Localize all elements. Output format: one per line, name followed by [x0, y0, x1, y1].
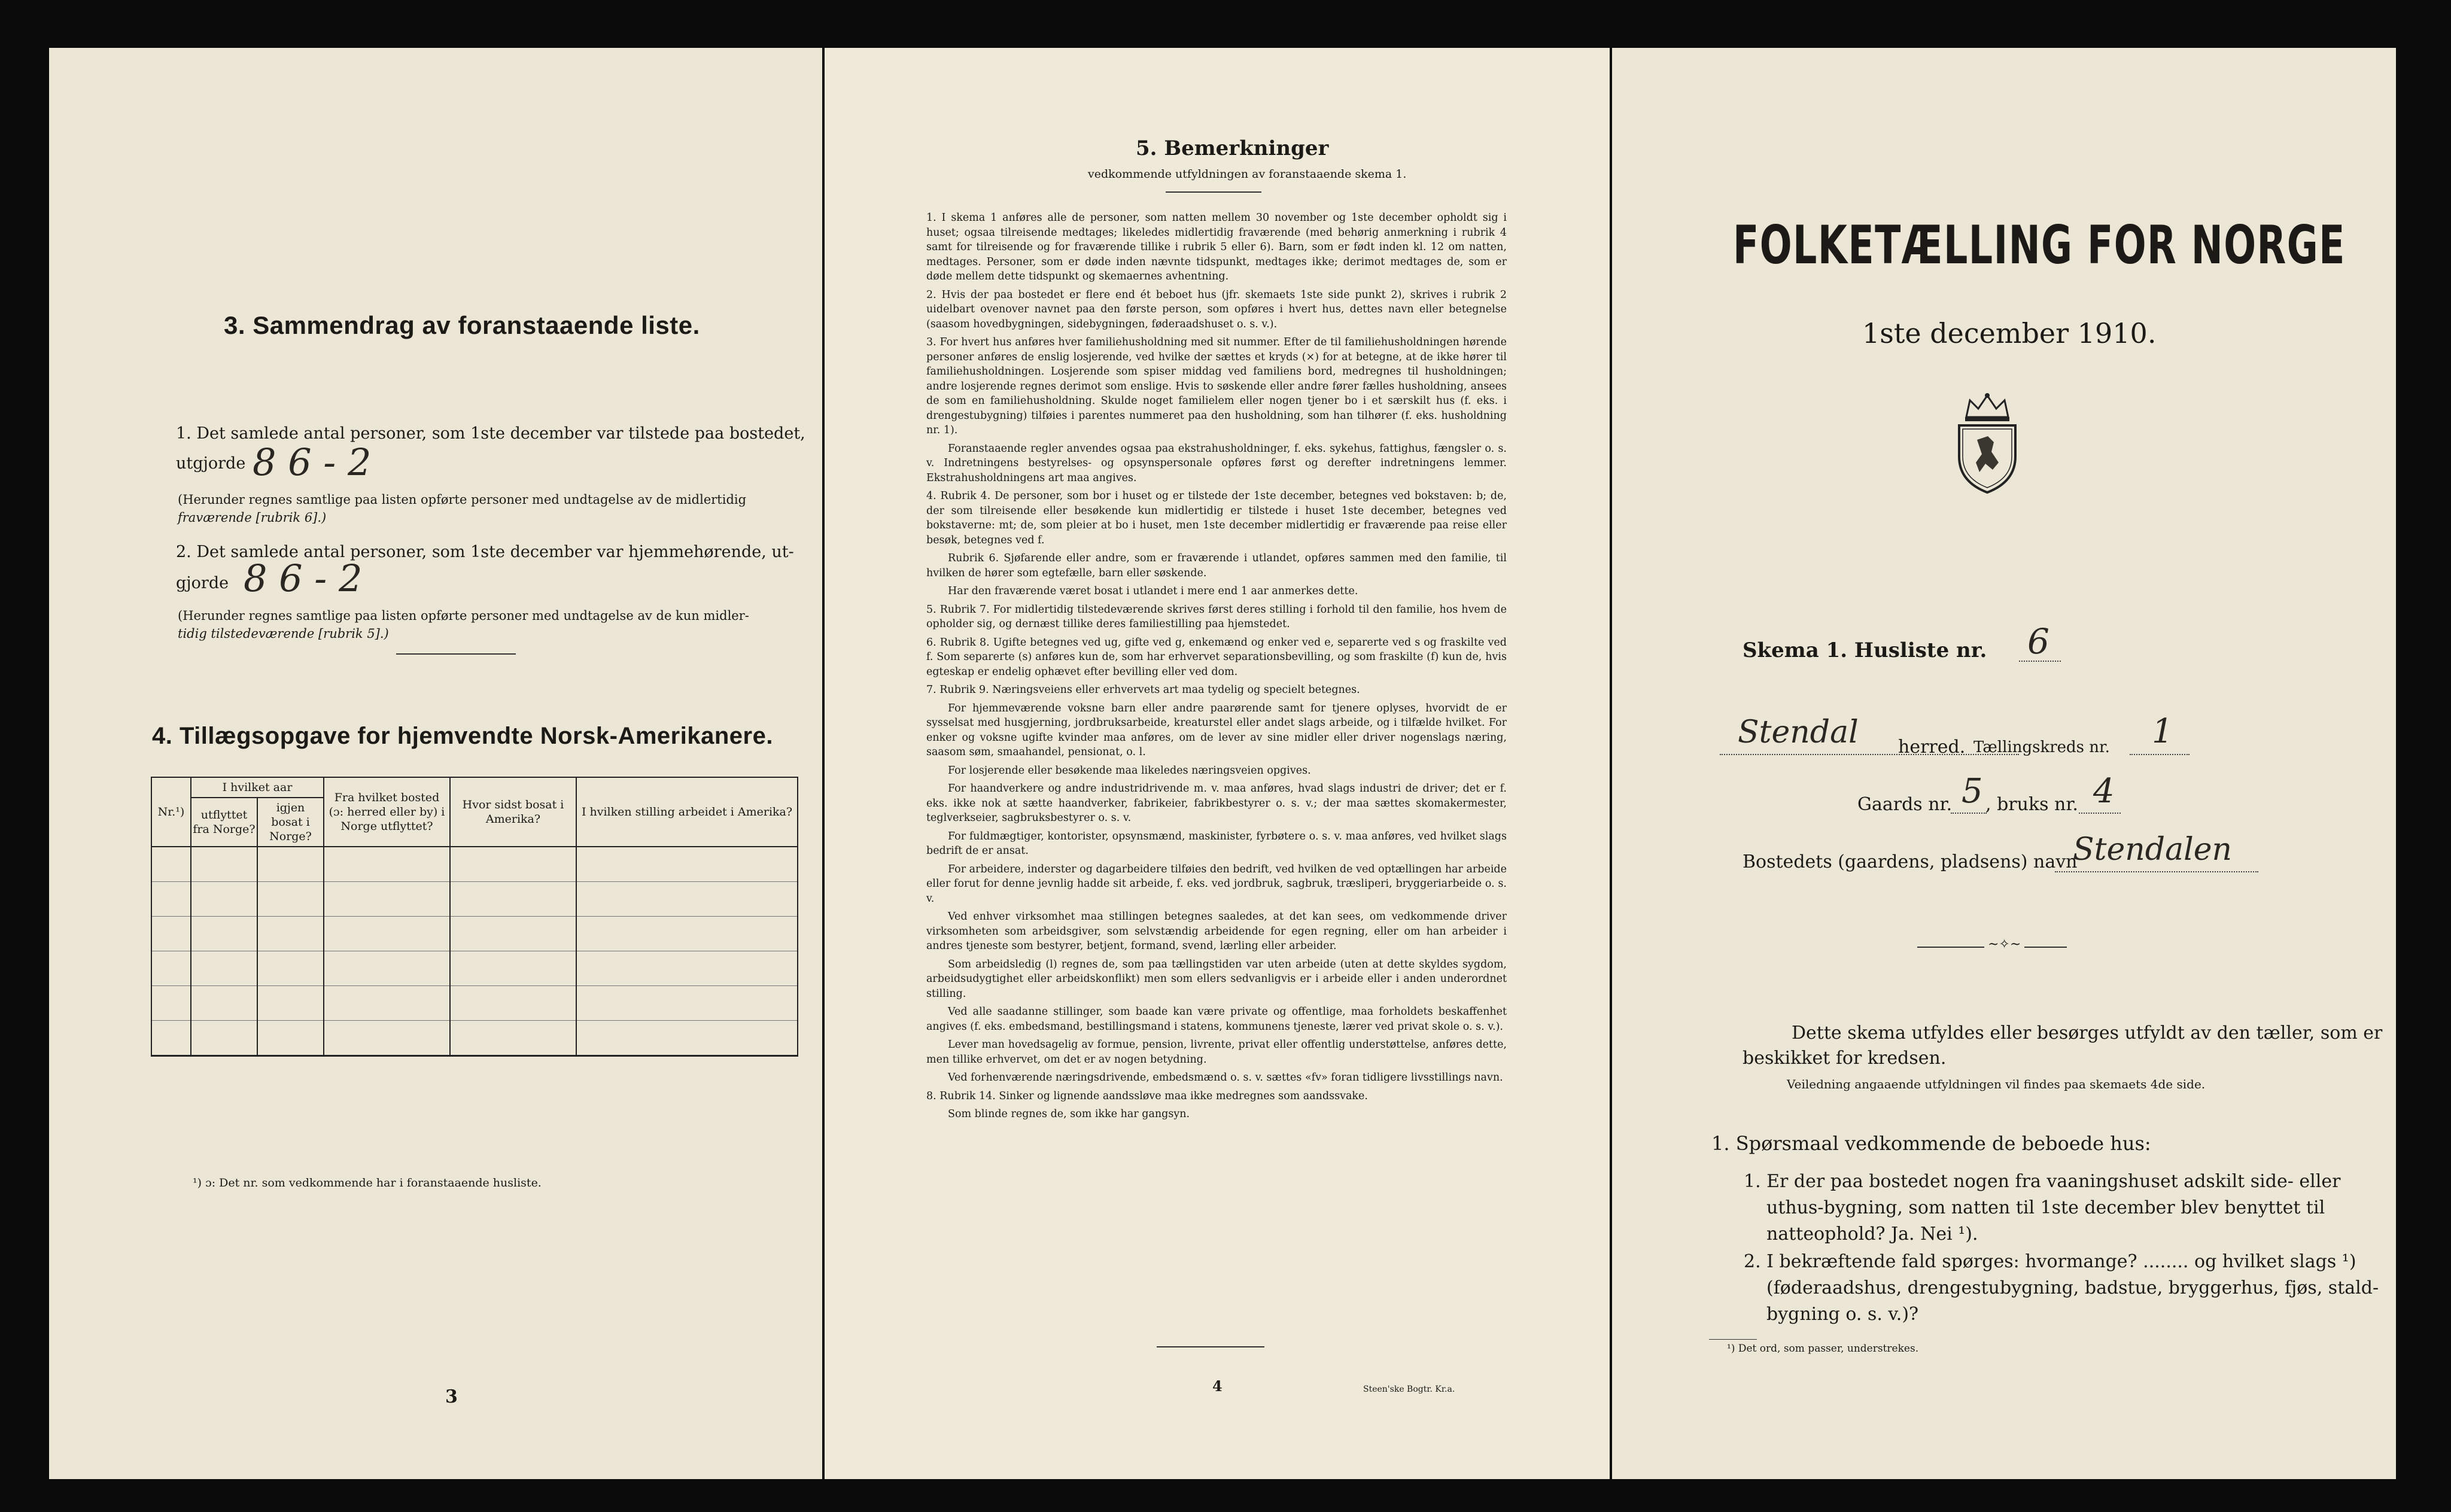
remark-paragraph: For losjerende eller besøkende maa likeledes næringsveien opgives. — [948, 764, 1311, 777]
table-row — [151, 917, 798, 951]
table-cell — [576, 882, 798, 917]
remark-paragraph: Lever man hovedsagelig av formue, pension, livrente, privat eller offentlig understøttelse, anføres dette, men tillike erhvervet, om det er av nogen betydning. — [926, 1039, 1507, 1066]
section3-item2-label: gjorde — [176, 574, 229, 592]
table-row — [151, 986, 798, 1021]
question1-line-a: 1. Er der paa bostedet nogen fra vaaningshuset adskilt side- eller — [1744, 1171, 2341, 1192]
herred-label: herred. — [1898, 737, 1966, 757]
gaards-label: Gaards nr. — [1857, 794, 1953, 815]
section3-title: 3. Sammendrag av foranstaaende liste. — [224, 311, 700, 339]
bruks-label: , bruks nr. — [1985, 794, 2078, 815]
question2-line-c: bygning o. s. v.)? — [1766, 1304, 1919, 1325]
table-cell — [257, 847, 324, 882]
table-cell — [257, 882, 324, 917]
col-stilling: I hvilken stilling arbeidet i Amerika? — [576, 777, 798, 847]
table-cell — [324, 986, 450, 1021]
remark-paragraph: Foranstaaende regler anvendes ogsaa paa ekstrahusholdninger, f. eks. sykehus, fattighus, fængsler o. s. v. Indretningens bestyrelses- og opsynspersonale opføres først og derefter indretningens lemmer. Ekstrahusholdningens art maa angives. — [926, 442, 1507, 484]
col-nr: Nr.¹) — [151, 777, 191, 847]
bosted-label: Bostedets (gaardens, pladsens) navn — [1743, 851, 2078, 872]
remarks-title: 5. Bemerkninger — [1136, 136, 1329, 160]
col-igjen: igjen bosat i Norge? — [257, 798, 324, 847]
remark-paragraph: Rubrik 6. Sjøfarende eller andre, som er fraværende i utlandet, opføres sammen med den familie, til hvilken de hører som egtefælle, barn eller søskende. — [926, 552, 1507, 579]
table-cell — [576, 847, 798, 882]
divider — [1157, 1346, 1264, 1347]
table-row — [151, 882, 798, 917]
table-cell — [191, 1021, 257, 1056]
question1-line-c: natteophold? Ja. Nei ¹). — [1766, 1224, 1978, 1245]
table-cell — [324, 847, 450, 882]
remark-paragraph: 5. Rubrik 7. For midlertidig tilstedeværende skrives først deres stilling i forhold til den familie, hos hvem de opholder sig, og dernæst tillike deres familiestilling paa hjemstedet. — [926, 603, 1507, 630]
table-cell — [191, 986, 257, 1021]
table-cell — [324, 882, 450, 917]
questions-header: 1. Spørsmaal vedkommende de beboede hus: — [1711, 1132, 2151, 1155]
bruks-value: 4 — [2093, 772, 2115, 811]
col-utflyttet: utflyttet fra Norge? — [191, 798, 257, 847]
page3-footnote: ¹) Det ord, som passer, understrekes. — [1727, 1343, 1919, 1355]
page-number: 4 — [1212, 1377, 1223, 1395]
table-cell — [450, 986, 576, 1021]
bosted-value: Stendalen — [2073, 832, 2232, 868]
col-fra-bosted: Fra hvilket bosted (ɔ: herred eller by) i Norge utflyttet? — [324, 777, 450, 847]
bruks-field — [2079, 813, 2121, 814]
veiledning-note: Veiledning angaaende utfyldningen vil findes paa skemaets 4de side. — [1787, 1077, 2206, 1091]
col-hvilket-aar: I hvilket aar — [191, 777, 324, 798]
table-cell — [324, 1021, 450, 1056]
table-cell — [576, 951, 798, 986]
table-cell — [450, 951, 576, 986]
table-cell — [576, 986, 798, 1021]
table-cell — [450, 917, 576, 951]
section3-item2-note-b: tidig tilstedeværende [rubrik 5].) — [178, 626, 389, 641]
table-cell — [576, 917, 798, 951]
table-cell — [151, 847, 191, 882]
remark-paragraph: 7. Rubrik 9. Næringsveiens eller erhvervets art maa tydelig og specielt betegnes. — [926, 684, 1360, 696]
remark-paragraph: Ved enhver virksomhet maa stillingen betegnes saaledes, at det kan sees, om vedkommende driver virksomheten som arbeidsgiver, som selvstændig arbeidende for egen regning, eller om han arbeider i andres tjeneste som bestyrer, betjent, formand, svend, lærling eller arbeider. — [926, 911, 1507, 952]
right-page — [1612, 48, 2396, 1479]
kreds-label: Tællingskreds nr. — [1973, 738, 2110, 756]
husliste-nr-value: 6 — [2027, 621, 2049, 662]
question1-line-b: uthus-bygning, som natten til 1ste december blev benyttet til — [1766, 1197, 2325, 1218]
section3-item2-note-a: (Herunder regnes samtlige paa listen opførte personer med undtagelse av de kun midler- — [178, 609, 749, 623]
table-cell — [257, 917, 324, 951]
table-cell — [257, 951, 324, 986]
table-cell — [151, 1021, 191, 1056]
section3-item2: 2. Det samlede antal personer, som 1ste december var hjemmehørende, ut- — [176, 543, 794, 561]
table-row — [151, 1021, 798, 1056]
col-sidst-bosat: Hvor sidst bosat i Amerika? — [450, 777, 576, 847]
census-date: 1ste december 1910. — [1862, 317, 2157, 349]
table-cell — [151, 986, 191, 1021]
remarks-subtitle: vedkommende utfyldningen av foranstaaende skema 1. — [1088, 168, 1407, 181]
table-cell — [151, 951, 191, 986]
section3-item2-value: 8 6 - 2 — [244, 556, 363, 600]
table-cell — [151, 917, 191, 951]
norsk-amerikanere-table — [151, 777, 798, 1057]
remark-paragraph: For haandverkere og andre industridrivende m. v. maa anføres, hvad slags industri de driver; det er f. eks. ikke nok at sætte haandverker, fabrikeier, fabrikbestyrer o. s. v.; der maa sættes skomakermester, teglverkseier, sagbruksbestyrer o. s. v. — [926, 783, 1507, 824]
table-cell — [191, 917, 257, 951]
ornament-icon: ~✧~ — [1984, 937, 2024, 952]
census-title: FOLKETÆLLING FOR NORGE — [1733, 214, 2346, 276]
remark-paragraph: Som arbeidsledig (l) regnes de, som paa tællingstiden var uten arbeide (uten at dette skyldes sygdom, arbeidsudygtighet eller arbeidskonflikt) men som ellers sedvanligvis er i arbeide eller i anden underordnet stilling. — [926, 958, 1507, 1000]
remark-paragraph: 3. For hvert hus anføres hver familiehusholdning med sit nummer. Efter de til familiehusholdningen hørende personer anføres de enslig losjerende, ved hvilke der sættes et kryds (×) for at betegne, at de ikke hører til familiehusholdningen. Losjerende som spiser middag ved familiens bord, medregnes til husholdningen; andre losjerende regnes derimot som enslige. Hvis to søskende eller andre fører fælles husholdning, ansees de som en familiehusholdning. Skulde noget familielem eller nogen tjener bo i et særskilt hus (f. eks. i drengestubygning) tilføies i parentes nummeret paa den husholdning, som han tilhører (f. eks. husholdning nr. 1). — [926, 336, 1507, 436]
schema-label: Skema 1. Husliste nr. — [1743, 638, 1987, 662]
question2-line-a: 2. I bekræftende fald spørges: hvormange? ........ og hvilket slags ¹) — [1744, 1251, 2356, 1272]
section3-item1-note-b: fraværende [rubrik 6].) — [178, 510, 327, 525]
table-cell — [324, 917, 450, 951]
remark-paragraph: Har den fraværende været bosat i utlandet i mere end 1 aar anmerkes dette. — [948, 585, 1358, 597]
table-cell — [450, 1021, 576, 1056]
bosted-field — [2055, 871, 2258, 872]
coat-of-arms-icon — [1951, 392, 2024, 495]
remark-paragraph: For fuldmægtiger, kontorister, opsynsmænd, maskinister, fyrbøtere o. s. v. maa anføres, ved hvilket slags bedrift de er ansat. — [926, 830, 1507, 857]
section3-item1-note-a: (Herunder regnes samtlige paa listen opførte personer med undtagelse av de midlertidig — [178, 492, 747, 507]
remark-paragraph: 1. I skema 1 anføres alle de personer, som natten mellem 30 november og 1ste december opholdt sig i huset; ogsaa tilreisende medtages; likeledes midlertidig fraværende (med behørig anmerkning i rubrik 4 samt for tilreisende og for fraværende tillike i rubrik 5 eller 6). Barn, som er født inden kl. 12 om natten, medtages. Personer, som er døde inden nævnte tidspunkt, medtages ikke; derimot medtages de, som er døde mellem dette tidspunkt og skemaernes avhentning. — [926, 212, 1507, 282]
table-row — [151, 951, 798, 986]
remark-paragraph: For arbeidere, inderster og dagarbeidere tilføies den bedrift, ved hvilken de ved optællingen har arbeide eller forut for denne jevnlig hadde sit arbeide, f. eks. ved jordbruk, sagbruk, træsliperi, bryggeriarbeide o. s. v. — [926, 863, 1507, 905]
table-cell — [324, 951, 450, 986]
remark-paragraph: 4. Rubrik 4. De personer, som bor i huset og er tilstede der 1ste december, betegnes ved bokstaven: b; de, der som tilreisende eller besøkende kun midlertidig er tilstede i huset 1ste december, betegnes ved bokstaverne: mt; de, som pleier at bo i huset, men 1ste december midlertidig er fraværende paa reise eller besøk, betegnes ved f. — [926, 490, 1507, 546]
remark-paragraph: Som blinde regnes de, som ikke har gangsyn. — [948, 1108, 1190, 1120]
kreds-value: 1 — [2152, 712, 2173, 751]
divider — [1166, 191, 1261, 193]
remark-paragraph: Ved forhenværende næringsdrivende, embedsmænd o. s. v. sættes «fv» foran tidligere livsstillings navn. — [948, 1072, 1503, 1084]
section3-item1: 1. Det samlede antal personer, som 1ste december var tilstede paa bostedet, — [176, 424, 805, 443]
table-cell — [151, 882, 191, 917]
middle-page — [825, 48, 1610, 1479]
section4-footnote: ¹) ɔ: Det nr. som vedkommende har i foranstaaende husliste. — [193, 1176, 542, 1189]
printer-mark: Steen'ske Bogtr. Kr.a. — [1363, 1385, 1455, 1394]
table-row — [151, 847, 798, 882]
question2-line-b: (føderaadshus, drengestubygning, badstue, bryggerhus, fjøs, stald- — [1766, 1277, 2379, 1298]
remark-paragraph: 8. Rubrik 14. Sinker og lignende aandssløve maa ikke medregnes som aandssvake. — [926, 1090, 1368, 1102]
table-cell — [576, 1021, 798, 1056]
remarks-body — [926, 211, 1507, 1125]
table-cell — [191, 847, 257, 882]
gaards-field — [1951, 813, 1987, 814]
instruction-line-b: beskikket for kredsen. — [1743, 1048, 1947, 1069]
remark-paragraph: 6. Rubrik 8. Ugifte betegnes ved ug, gifte ved g, enkemænd og enker ved e, separerte ved s og fraskilte ved f. Som separerte (s) anføres kun de, som har erhvervet separationsbevilling, og som fraskilte (f) kun de, hvis egteskap er endelig ophævet efter bevilling eller ved dom. — [926, 636, 1507, 678]
divider — [1709, 1339, 1757, 1340]
gaards-value: 5 — [1962, 772, 1983, 811]
table-cell — [191, 882, 257, 917]
kreds-field — [2130, 754, 2190, 755]
table-cell — [191, 951, 257, 986]
page-number: 3 — [445, 1386, 458, 1407]
left-page — [49, 48, 822, 1479]
section4-title: 4. Tillægsopgave for hjemvendte Norsk-Amerikanere. — [152, 723, 773, 749]
section3-item1-value: 8 6 - 2 — [253, 440, 372, 484]
table-cell — [257, 1021, 324, 1056]
remark-paragraph: For hjemmeværende voksne barn eller andre paarørende samt for tjenere oplyses, hvorvidt de er sysselsat med husgjerning, jordbruksarbeide, kreaturstel eller andet slags arbeide, og i tilfælde hvilket. For enker og voksne ugifte kvinder maa anføres, om de lever av sine midler eller driver nogenslags næring, saasom søm, smaahandel, pensionat, o. l. — [926, 702, 1507, 758]
remark-paragraph: Ved alle saadanne stillinger, som baade kan være private og offentlige, maa forholdets beskaffenhet angives (f. eks. embedsmand, bestillingsmand i statens, kommunens tjeneste, lærer ved privat skole o. s. v.). — [926, 1006, 1507, 1033]
table-cell — [450, 882, 576, 917]
table-cell — [450, 847, 576, 882]
herred-value: Stendal — [1738, 714, 1859, 750]
section3-item1-label: utgjorde — [176, 454, 246, 473]
remark-paragraph: 2. Hvis der paa bostedet er flere end ét beboet hus (jfr. skemaets 1ste side punkt 2), skrives i rubrik 2 uidelbart ovenover navnet paa den første person, som opføres i hvert hus, dettes navn eller betegnelse (saasom hovedbygningen, sidebygningen, føderaadshuset o. s. v.). — [926, 288, 1507, 330]
instruction-line-a: Dette skema utfyldes eller besørges utfyldt av den tæller, som er — [1792, 1023, 2383, 1044]
table-cell — [257, 986, 324, 1021]
divider — [396, 653, 516, 655]
